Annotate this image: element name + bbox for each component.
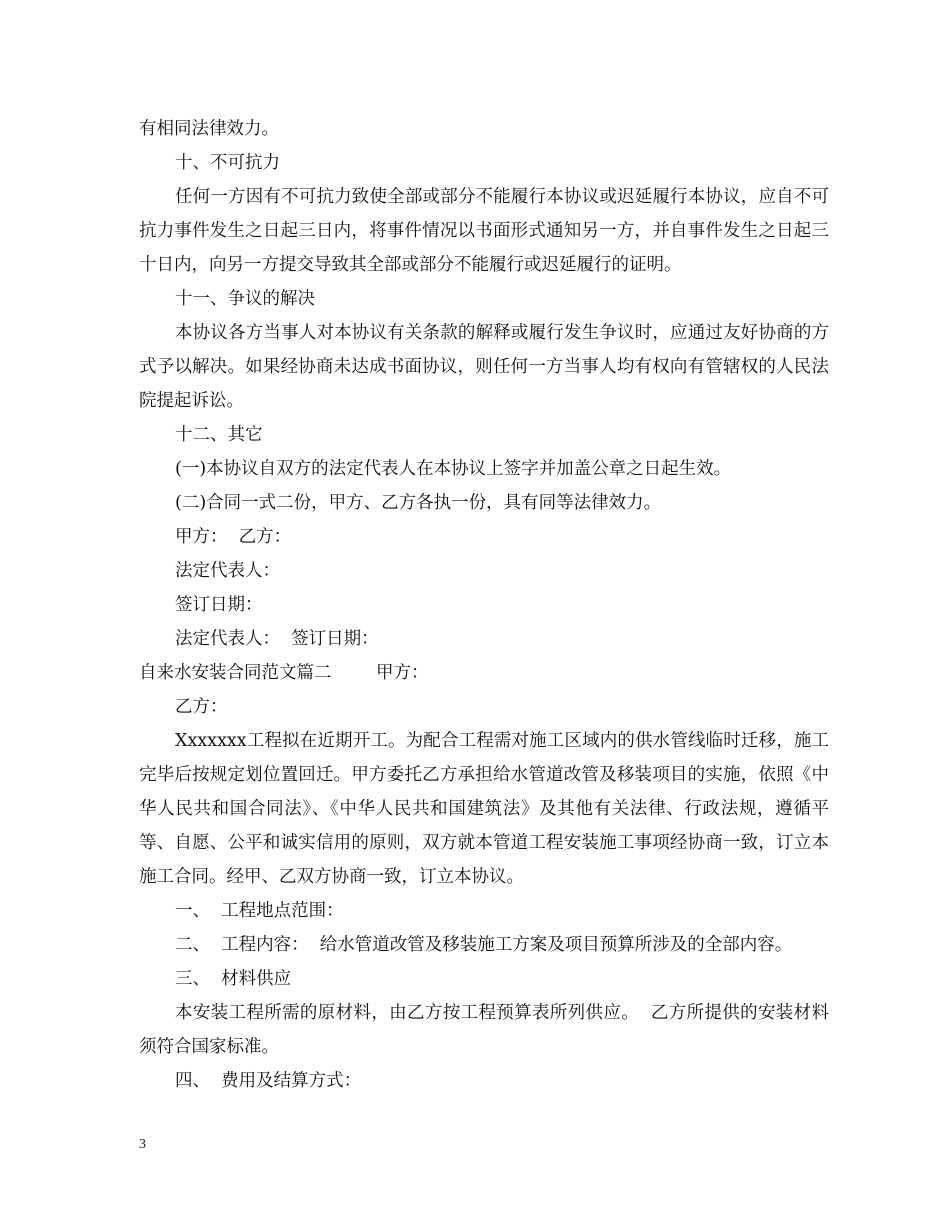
signature-legal-rep: 法定代表人： [175, 561, 280, 581]
section-heading-force-majeure: 十、不可抗力 [175, 153, 280, 173]
clause-item: (一)本协议自双方的法定代表人在本协议上签字并加盖公章之日起生效。 [175, 459, 732, 479]
document-body [139, 112, 829, 1098]
paragraph: 任何一方因有不可抗力致使全部或部分不能履行本协议或迟延履行本协议，应自不可抗力事件发生之日起三日内，将事件情况以书面形式通知另一方，并自事件发生之日起三十日内，向另一方提交导致其全部或部分不能履行或迟延履行的证明。 [139, 187, 829, 275]
signature-date: 签订日期： [175, 595, 263, 615]
section-heading-location: 一、 工程地点范围： [175, 901, 344, 921]
section-heading-materials: 三、 材料供应 [175, 969, 292, 989]
section-heading-fees: 四、 费用及结算方式： [175, 1071, 362, 1091]
article-title: 自来水安装合同范文篇二 甲方： [139, 663, 429, 683]
clause-item: (二)合同一式二份，甲方、乙方各执一份，具有同等法律效力。 [175, 493, 662, 513]
page-number: 3 [139, 1137, 146, 1152]
paragraph: 有相同法律效力。 [139, 119, 279, 139]
paragraph: 本安装工程所需的原材料，由乙方按工程预算表所列供应。 乙方所提供的安装材料须符合国家标准。 [139, 1003, 829, 1057]
section-heading-content: 二、 工程内容： 给水管道改管及移装施工方案及项目预算所涉及的全部内容。 [175, 935, 793, 955]
party-b: 乙方： [175, 697, 228, 717]
signature-rep-and-date: 法定代表人： 签订日期： [175, 629, 379, 649]
paragraph: Xxxxxxx工程拟在近期开工。为配合工程需对施工区域内的供水管线临时迁移，施工完毕后按规定划位置回迁。甲方委托乙方承担给水管道改管及移装项目的实施，依照《中华人民共和国合同法》、《中华人民共和国建筑法》及其他有关法律、行政法规，遵循平等、自愿、公平和诚实信用的原则，双方就本管道工程安装施工事项经协商一致，订立本施工合同。经甲、乙双方协商一致，订立本协议。 [139, 731, 829, 887]
paragraph: 本协议各方当事人对本协议有关条款的解释或履行发生争议时，应通过友好协商的方式予以解决。如果经协商未达成书面协议，则任何一方当事人均有权向有管辖权的人民法院提起诉讼。 [139, 323, 829, 411]
section-heading-other: 十二、其它 [175, 425, 263, 445]
signature-parties: 甲方： 乙方： [175, 527, 292, 547]
section-heading-dispute-resolution: 十一、争议的解决 [175, 289, 315, 309]
